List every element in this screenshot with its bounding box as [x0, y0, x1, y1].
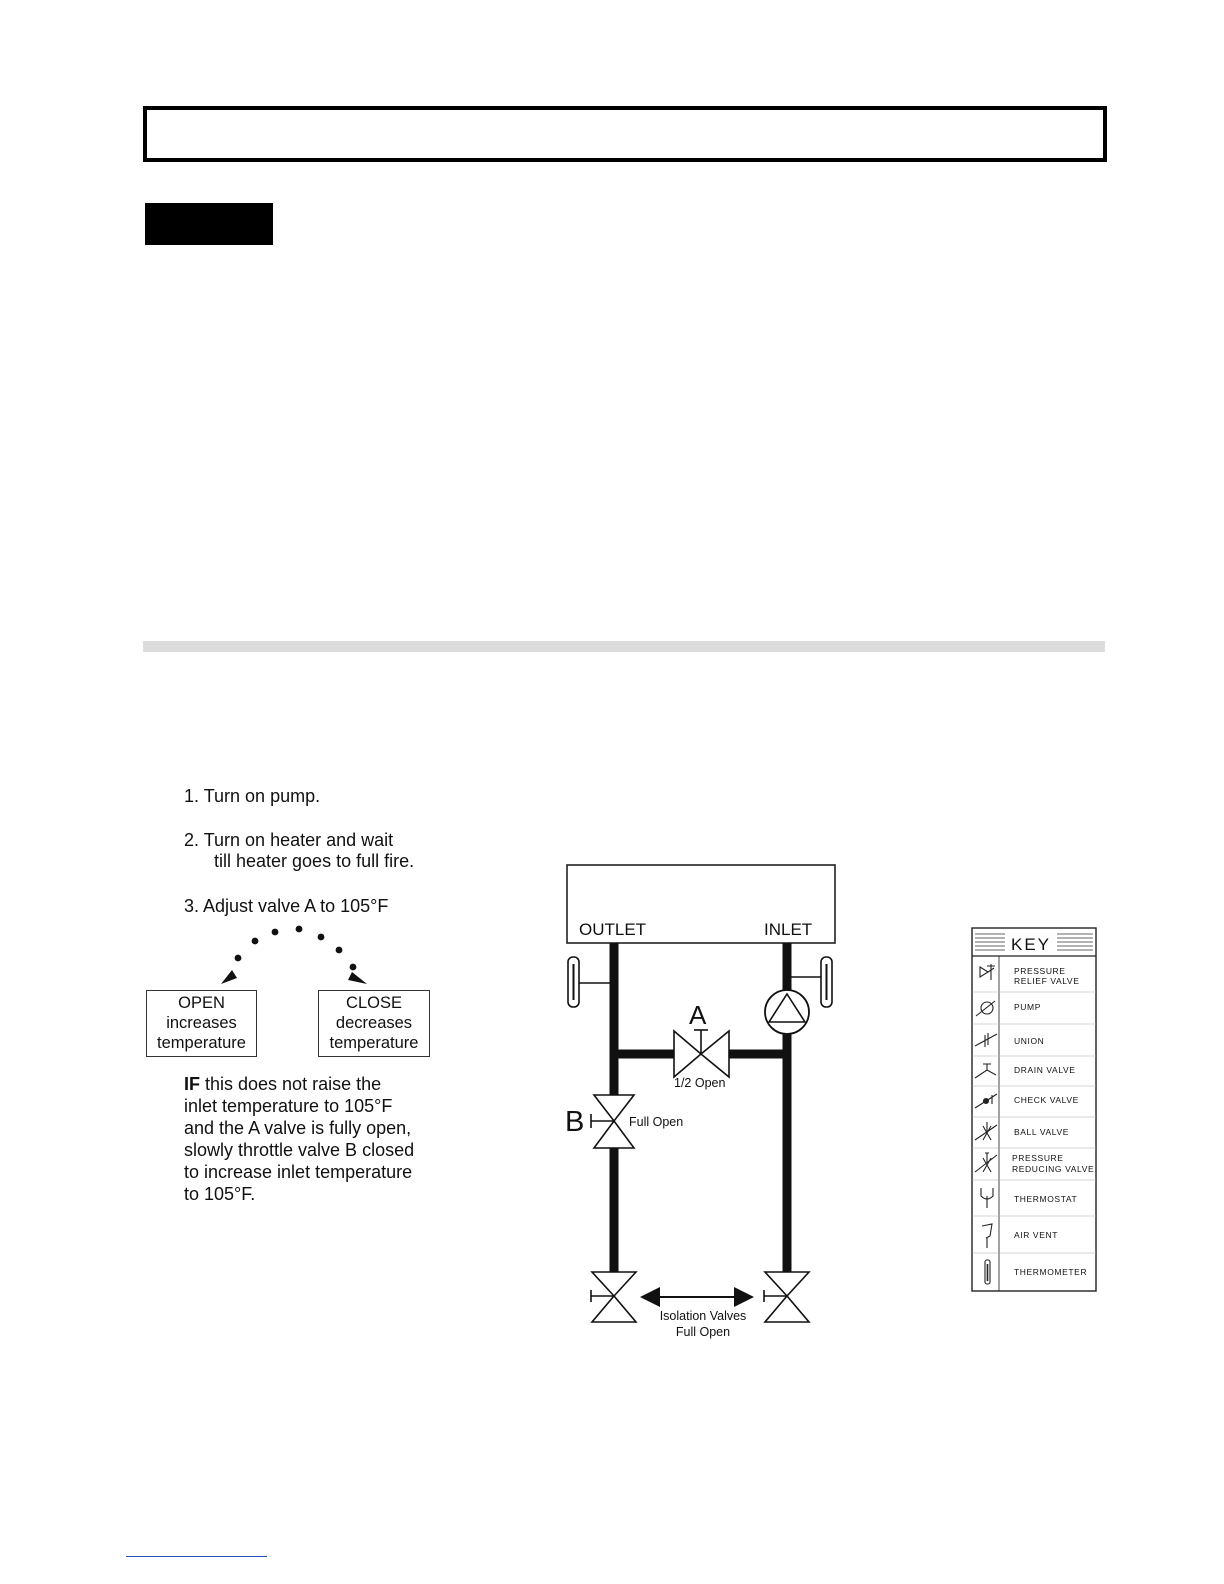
step-1-text: Turn on pump.	[203, 786, 321, 806]
isolation-label-2: Full Open	[675, 1325, 731, 1339]
key-label-thermostat: THERMOSTAT	[1014, 1194, 1078, 1204]
key-label-thermometer: THERMOMETER	[1014, 1267, 1088, 1277]
key-label-drain-valve: DRAIN VALVE	[1014, 1065, 1076, 1075]
note-line-5: to increase inlet temperature	[184, 1162, 413, 1182]
inlet-label: INLET	[764, 920, 813, 939]
note-line-6: to 105°F.	[184, 1184, 256, 1204]
close-box-line3: temperature	[329, 1034, 419, 1052]
note-line-2: inlet temperature to 105°F	[184, 1096, 393, 1116]
key-label-pressure-relief-1: PRESSURE	[1014, 966, 1066, 976]
key-label-pump: PUMP	[1014, 1002, 1041, 1012]
isolation-label-1: Isolation Valves	[659, 1309, 747, 1323]
isolation-valve-left-icon	[591, 1272, 636, 1322]
valve-a-state: 1/2 Open	[674, 1076, 726, 1090]
valve-b-symbol-icon	[591, 1095, 634, 1148]
close-box-title: CLOSE	[346, 994, 402, 1012]
note-line-4: slowly throttle valve B closed	[184, 1140, 415, 1160]
key-label-pressure-reducing-1: PRESSURE	[1012, 1153, 1064, 1163]
outlet-label: OUTLET	[579, 920, 647, 939]
step-2-number: 2.	[184, 830, 200, 850]
outlet-thermometer-icon	[568, 957, 610, 1007]
isolation-valve-right-icon	[764, 1272, 809, 1322]
pump-symbol-icon	[765, 990, 809, 1034]
step-1-number: 1.	[184, 786, 200, 806]
key-label-ball-valve: BALL VALVE	[1014, 1127, 1069, 1137]
key-legend	[972, 928, 1096, 1291]
key-title: KEY	[1010, 935, 1052, 954]
note-lead: IF	[184, 1074, 200, 1094]
valve-a-symbol-icon	[674, 1030, 729, 1077]
step-2-text: Turn on heater and wait	[203, 830, 394, 850]
note-line-1: this does not raise the	[200, 1074, 382, 1094]
arc-arrow-left-icon	[221, 970, 237, 984]
key-label-pressure-relief-2: RELIEF VALVE	[1014, 976, 1080, 986]
note-line-3: and the A valve is fully open,	[184, 1118, 412, 1138]
valve-b-state: Full Open	[629, 1115, 684, 1129]
valve-b-label: B	[565, 1106, 585, 1138]
pipes	[614, 943, 787, 1272]
close-box-line2: decreases	[335, 1014, 413, 1032]
step-3-number: 3.	[184, 896, 200, 916]
open-box-title: OPEN	[178, 994, 225, 1012]
step-3-text: Adjust valve A to 105°F	[203, 896, 389, 916]
open-box-line3: temperature	[157, 1034, 246, 1052]
step-2-continuation: till heater goes to full fire.	[214, 851, 415, 871]
open-box-line2: increases	[166, 1014, 237, 1032]
valve-a-label: A	[689, 1000, 707, 1030]
adjust-arc	[221, 926, 367, 984]
key-label-air-vent: AIR VENT	[1014, 1230, 1059, 1240]
arc-arrow-right-icon	[348, 972, 367, 984]
key-label-union: UNION	[1014, 1036, 1045, 1046]
key-label-pressure-reducing-2: REDUCING VALVE	[1012, 1164, 1095, 1174]
key-label-check-valve: CHECK VALVE	[1014, 1095, 1079, 1105]
